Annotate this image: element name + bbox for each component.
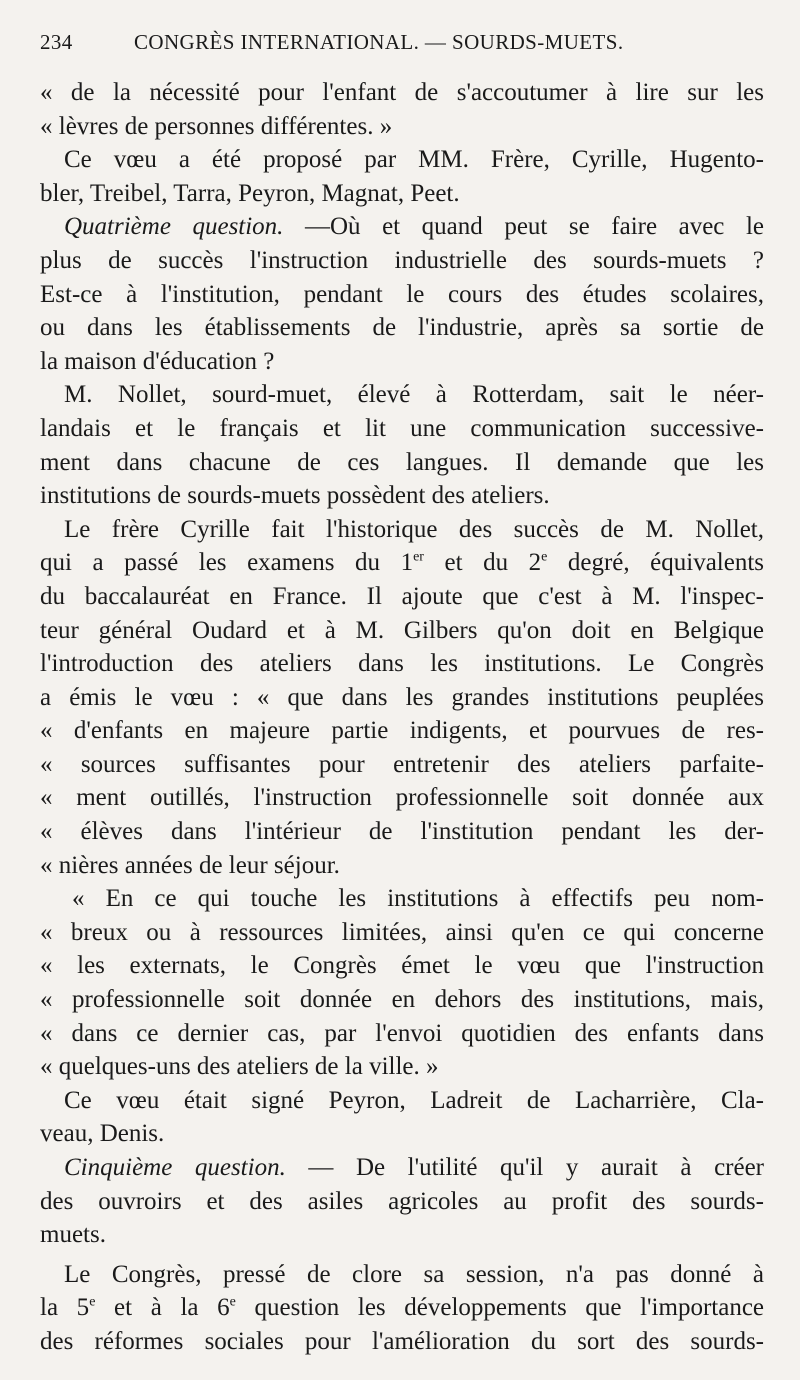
- text-line: Le frère Cyrille fait l'historique des succès de M. Nollet,: [64, 515, 764, 543]
- question-label: Cinquième question.: [64, 1154, 286, 1181]
- text-line: « de la nécessité pour l'enfant de s'accoutumer à lire sur les: [40, 79, 764, 106]
- text-line: « sources suffisantes pour entretenir des ateliers parfaite-: [40, 750, 764, 778]
- text-line: la 5e et à la 6e question les développements que l'importance: [40, 1294, 765, 1322]
- text-line: la maison d'éducation ?: [40, 347, 275, 375]
- text-line: « professionnelle soit donnée en dehors des institutions, mais,: [40, 986, 764, 1014]
- text-line: ou dans les établissements de l'industrie, après sa sortie de: [40, 314, 764, 342]
- text-line: « dans ce dernier cas, par l'envoi quotidien des enfants dans: [40, 1019, 764, 1047]
- text-line: bler, Treibel, Tarra, Peyron, Magnat, Peet.: [40, 179, 460, 207]
- text-line: « d'enfants en majeure partie indigents, et pourvues de res-: [40, 717, 764, 745]
- question-label: Quatrième question.: [64, 213, 284, 241]
- running-head: [40, 30, 764, 70]
- page-number: 234: [40, 30, 73, 54]
- text-line: « nières années de leur séjour.: [40, 851, 340, 879]
- text-line: institutions de sourds-muets possèdent des ateliers.: [40, 482, 550, 510]
- text-line: Le Congrès, pressé de clore sa session, n'a pas donné à: [64, 1260, 764, 1288]
- text-line: « quelques-uns des ateliers de la ville. »: [40, 1053, 439, 1081]
- text-line: « les externats, le Congrès émet le vœu que l'instruction: [40, 952, 764, 980]
- text-line: « élèves dans l'intérieur de l'institution pendant les der-: [40, 818, 764, 846]
- text-line: Ce vœu était signé Peyron, Ladreit de Lacharrière, Cla-: [64, 1086, 764, 1114]
- text-line: des ouvroirs et des asiles agricoles au profit des sourds-: [40, 1187, 764, 1215]
- text-line: M. Nollet, sourd-muet, élevé à Rotterdam, sait le néer-: [64, 381, 764, 409]
- text-line: a émis le vœu : « que dans les grandes institutions peuplées: [40, 683, 764, 711]
- text-line: landais et le français et lit une communication successive-: [40, 414, 764, 442]
- text-line: ment dans chacune de ces langues. Il demande que les: [40, 448, 764, 476]
- text-line: « En ce qui touche les institutions à effectifs peu nom-: [72, 885, 764, 913]
- text-line: du baccalauréat en France. Il ajoute que c'est à M. l'inspec-: [40, 582, 764, 610]
- text-line: Cinquième question. — De l'utilité qu'il y aurait à créer: [64, 1154, 765, 1181]
- text-line: des réformes sociales pour l'amélioration du sort des sourds-: [40, 1327, 764, 1355]
- text-line: teur général Oudard et à M. Gilbers qu'on doit en Belgique: [40, 616, 764, 644]
- text-line: qui a passé les examens du 1er et du 2e degré, équivalents: [40, 549, 765, 577]
- text-line: « ment outillés, l'instruction professionnelle soit donnée aux: [40, 784, 764, 812]
- text-line: Est-ce à l'institution, pendant le cours des études scolaires,: [40, 280, 764, 308]
- text-line: plus de succès l'instruction industrielle des sourds-muets ?: [40, 246, 764, 274]
- text-line: l'introduction des ateliers dans les institutions. Le Congrès: [40, 650, 764, 678]
- text-line: « lèvres de personnes différentes. »: [40, 112, 393, 140]
- text-line: muets.: [40, 1221, 106, 1249]
- text-line: veau, Denis.: [40, 1120, 165, 1148]
- text-line: Quatrième question. —Où et quand peut se faire avec le: [64, 213, 764, 241]
- text-line: « breux ou à ressources limitées, ainsi qu'en ce qui concerne: [40, 918, 764, 946]
- running-title: CONGRÈS INTERNATIONAL. — SOURDS-MUETS.: [134, 30, 624, 54]
- text-line: Ce vœu a été proposé par MM. Frère, Cyrille, Hugento-: [64, 146, 764, 174]
